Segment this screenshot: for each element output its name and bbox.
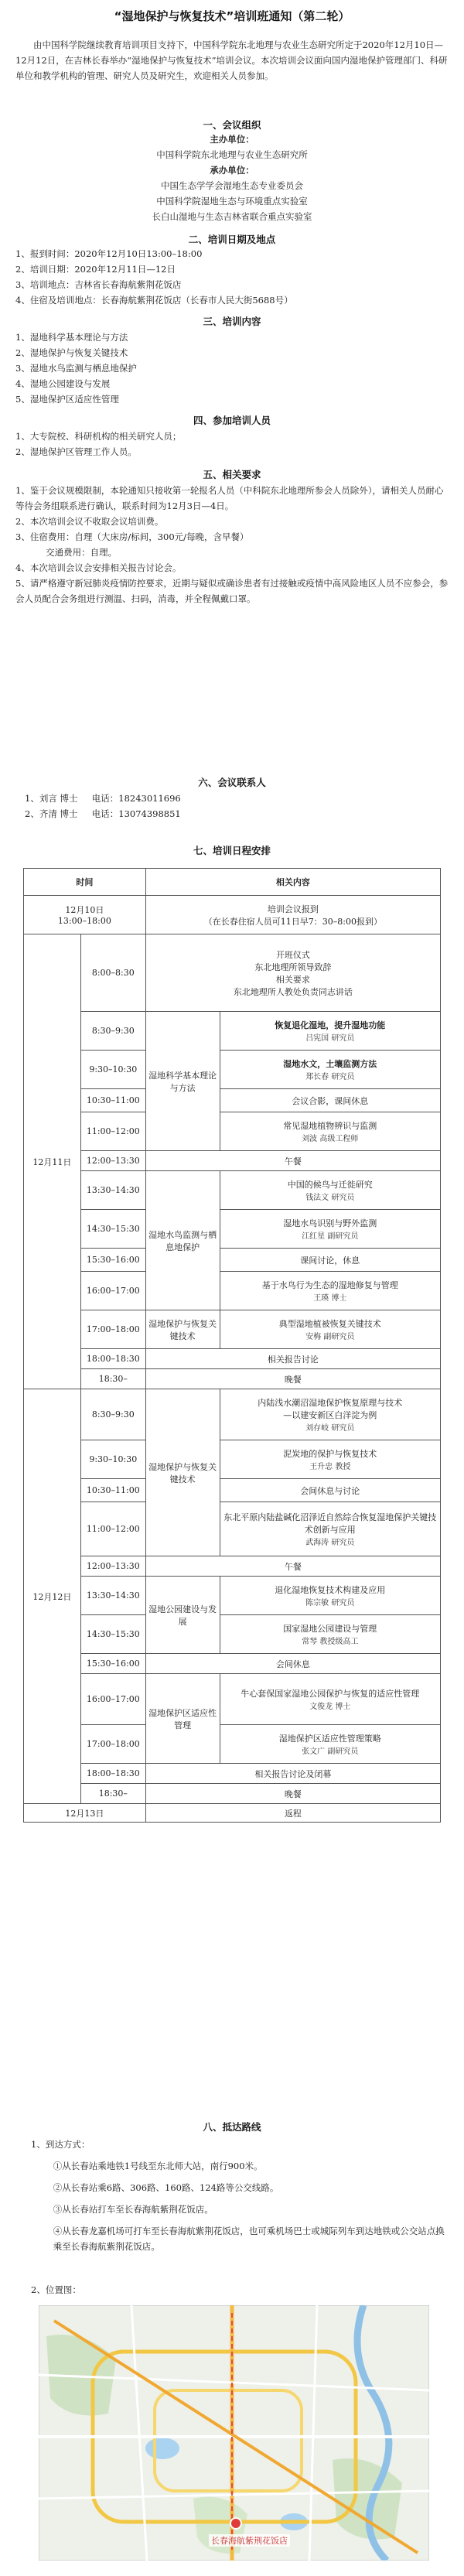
time-cell: 15:30–16:00: [80, 1249, 145, 1272]
time-cell: 15:30–16:00: [80, 1654, 145, 1674]
time-cell: 8:30–9:30: [80, 1012, 145, 1051]
content-cell: 会议合影，课间休息: [220, 1089, 440, 1112]
content-cell: 相关报告讨论及闭幕: [145, 1764, 440, 1784]
content-cell: 返程: [145, 1804, 440, 1823]
checkin-content-cell: 培训会议报到 （在长春住宿人员可11日早7：30–8:00报到）: [145, 896, 440, 934]
table-row: [24, 1389, 441, 1440]
list-item: 5、湿地保护区适应性管理: [15, 394, 119, 405]
table-row: [24, 1502, 441, 1556]
lunch-cell: 午餐: [145, 1556, 440, 1577]
table-row: [24, 896, 441, 934]
route-item: ④从长春龙嘉机场可打车至长春海航紫荆花饭店，也可乘机场巴士或城际列车到达地铁或公交站点换乘至长春海航紫荆花饭店。: [53, 2226, 445, 2252]
lunch-cell: 午餐: [145, 1151, 440, 1171]
table-row: [24, 1012, 441, 1051]
list-item: 2、湿地保护区管理工作人员。: [15, 446, 137, 457]
map-marker-label: 长春海航紫荆花饭店: [209, 2534, 290, 2547]
date-location-list: [15, 246, 452, 308]
topic-group-cell: 湿地保护与恢复关键技术: [145, 1310, 220, 1349]
time-cell: 13:30–14:30: [80, 1577, 145, 1615]
table-row: [24, 1272, 441, 1310]
section5-heading: 五、相关要求: [203, 469, 261, 480]
time-cell: 12:00–13:30: [80, 1151, 145, 1171]
header-content: 相关内容: [145, 869, 440, 896]
time-cell: 16:00–17:00: [80, 1272, 145, 1310]
table-row: [24, 1310, 441, 1349]
topic-group-cell: 湿地保护区适应性管理: [145, 1674, 220, 1764]
time-cell: 18:30–: [80, 1369, 145, 1389]
table-row: [24, 1654, 441, 1674]
topic-group-cell: 湿地保护与恢复关键技术: [145, 1389, 220, 1556]
requirements-list: [15, 483, 452, 606]
time-cell: 14:30–15:30: [80, 1210, 145, 1249]
list-item: 1、鉴于会议规模限制，本轮通知只接收第一轮报名人员（中科院东北地理所参会人员除外），请相关人员耐心等待会务组联系进行确认，联系时间为12月3日—4日。: [15, 485, 444, 511]
table-row: [24, 1577, 441, 1615]
table-row: [24, 1725, 441, 1764]
table-row: [24, 934, 441, 1012]
contact-item: 1、刘言 博士 电话：18243011696: [25, 793, 181, 804]
contact-list: [25, 791, 462, 822]
topic-group-cell: 湿地公园建设与发展: [145, 1577, 220, 1654]
day2-date-cell: 12月12日: [24, 1389, 81, 1804]
time-cell: 9:30–10:30: [80, 1051, 145, 1089]
content-cell: 牛心套保国家湿地公园保护与恢复的适应性管理 文俊龙 博士: [220, 1674, 440, 1725]
table-row: [24, 1784, 441, 1804]
content-cell: 会间休息: [145, 1654, 440, 1674]
table-row: [24, 1556, 441, 1577]
list-item: 交通费用：自理。: [46, 547, 118, 558]
list-item: 1、湿地科学基本理论与方法: [15, 332, 128, 343]
section1-heading: 一、会议组织: [203, 119, 261, 131]
table-row: [24, 1615, 441, 1654]
list-item: 1、报到时间：2020年12月10日13:00–18:00: [15, 248, 203, 259]
table-row: [24, 1249, 441, 1272]
content-cell: 晚餐: [145, 1784, 440, 1804]
section6-heading: 六、会议联系人: [198, 777, 266, 788]
time-cell: 17:00–18:00: [80, 1725, 145, 1764]
table-row: [24, 1171, 441, 1210]
route-item: ①从长春站乘地铁1号线至东北师大站，南行900米。: [53, 2161, 263, 2171]
content-cell: 课间讨论，休息: [220, 1249, 440, 1272]
section7-heading: 七、培训日程安排: [193, 845, 271, 856]
content-cell: 内陆浅水潮沼湿地保护恢复原理与技术 —以建安新区白洋淀为例 刘存岐 研究员: [220, 1389, 440, 1440]
list-item: 4、住宿及培训地点：长春海航紫荆花饭店（长春市人民大街5688号）: [15, 295, 293, 306]
table-header-row: [24, 869, 441, 896]
table-row: [24, 1151, 441, 1171]
content-cell: 相关报告讨论: [145, 1349, 440, 1369]
map-lake: [145, 2438, 179, 2459]
header-time: 时间: [24, 869, 146, 896]
time-cell: 8:00–8:30: [80, 934, 145, 1012]
content-cell: 中国的候鸟与迁徙研究 钱法文 研究员: [220, 1171, 440, 1210]
route-list: [31, 2137, 449, 2254]
time-cell: 8:30–9:30: [80, 1389, 145, 1440]
list-item: 4、湿地公园建设与发展: [15, 378, 111, 389]
list-item: 2、本次培训会议不收取会议培训费。: [15, 516, 164, 527]
table-row: [24, 1764, 441, 1784]
time-cell: 13:30–14:30: [80, 1171, 145, 1210]
content-cell: 退化湿地恢复技术构建及应用 陈宗敏 研究员: [220, 1577, 440, 1615]
table-row: [24, 1210, 441, 1249]
route-item: ③从长春站打车至长春海航紫荆花饭店。: [53, 2204, 213, 2215]
location-map[interactable]: [39, 2305, 429, 2561]
content-cell: 晚餐: [145, 1369, 440, 1389]
day1-date-cell: 12月11日: [24, 934, 81, 1389]
time-cell: 17:00–18:00: [80, 1310, 145, 1349]
table-row: [24, 1479, 441, 1502]
route-item: ②从长春站乘6路、306路、160路、124路等公交线路。: [53, 2182, 279, 2193]
list-item: 2、培训日期：2020年12月11日—12日: [15, 264, 176, 275]
section4-heading: 四、参加培训人员: [193, 415, 271, 426]
list-item: 2、湿地保护与恢复关键技术: [15, 347, 128, 358]
list-item: 3、住宿费用：自理（大床房/标间，300元/每晚，含早餐）: [15, 531, 249, 542]
time-cell: 16:00–17:00: [80, 1674, 145, 1725]
time-cell: 18:30–: [80, 1784, 145, 1804]
organizer-label: 承办单位：: [210, 165, 254, 176]
organizer-1: 中国生态学学会湿地生态专业委员会: [161, 180, 303, 191]
route-label: 1、到达方式：: [31, 2139, 90, 2150]
content-cell: 基于水鸟行为生态的湿地修复与管理 王瑛 博士: [220, 1272, 440, 1310]
content-cell: 恢复退化湿地，提升湿地功能 吕宪国 研究员: [220, 1012, 440, 1051]
content-cell: 典型湿地植被恢复关键技术 安梅 副研究员: [220, 1310, 440, 1349]
time-cell: 12:00–13:30: [80, 1556, 145, 1577]
content-cell: 泥炭地的保护与恢复技术 王升忠 教授: [220, 1440, 440, 1479]
table-row: [24, 1804, 441, 1823]
time-cell: 18:00–18:30: [80, 1349, 145, 1369]
day3-date-cell: 12月13日: [24, 1804, 146, 1823]
time-cell: 10:30–11:00: [80, 1089, 145, 1112]
section8-heading: 八、抵达路线: [203, 2121, 261, 2133]
content-cell: 东北平原内陆盐碱化沼泽近自然综合恢复湿地保护关键技术创新与应用 武海涛 研究员: [220, 1502, 440, 1556]
list-item: 1、大专院校、科研机构的相关研究人员；: [15, 431, 182, 442]
organizer-2: 中国科学院湿地生态与环境重点实验室: [156, 196, 308, 207]
host-label: 主办单位：: [210, 134, 254, 145]
checkin-time-cell: 12月10日 13:00–18:00: [24, 896, 146, 934]
time-cell: 14:30–15:30: [80, 1615, 145, 1654]
content-cell: 常见湿地植物辨识与监测 刘波 高级工程师: [220, 1112, 440, 1151]
content-cell: 湿地水鸟识别与野外监测 江红星 副研究员: [220, 1210, 440, 1249]
list-item: 5、请严格遵守新冠肺炎疫情防控要求，近期与疑似或确诊患者有过接触或疫情中高风险地区人员不应参会，参会人员配合会务组进行测温、扫码，消毒，并全程佩戴口罩。: [15, 578, 449, 604]
content-cell: 国家湿地公园建设与管理 常琴 教授级高工: [220, 1615, 440, 1654]
attendee-list: [15, 429, 452, 460]
time-cell: 9:30–10:30: [80, 1440, 145, 1479]
content-list: [15, 330, 452, 407]
page-title: “湿地保护与恢复技术”培训班通知（第二轮）: [114, 9, 350, 23]
topic-group-cell: 湿地水鸟监测与栖息地保护: [145, 1171, 220, 1310]
map-svg: [39, 2305, 429, 2561]
list-item: 3、培训地点：吉林省长春海航紫荆花饭店: [15, 279, 182, 290]
intro-paragraph: 由中国科学院继续教育培训项目支持下，中国科学院东北地理与农业生态研究所定于2020年12月10日—12月12日，在吉林长春举办“湿地保护与恢复技术”培训会议。本次培训会议面向国内湿地保护管理部门、科研单位和教学机构的管理、研究人员及研究生，欢迎相关人员参加。: [15, 39, 448, 81]
table-row: [24, 1674, 441, 1725]
schedule-table: [23, 868, 441, 2098]
map-label: 2、位置图：: [31, 2284, 81, 2295]
organizer-3: 长白山湿地与生态吉林省联合重点实验室: [152, 211, 312, 222]
content-cell: 开班仪式 东北地理所领导致辞 相关要求 东北地理所人教处负责同志讲话: [145, 934, 440, 1012]
content-cell: 会间休息与讨论: [220, 1479, 440, 1502]
table-row: [24, 1440, 441, 1479]
table-row: [24, 1349, 441, 1369]
hotel-marker-icon: [230, 2518, 241, 2529]
list-item: 4、本次培训会议会安排相关报告讨论会。: [15, 562, 182, 573]
contact-item: 2、齐清 博士 电话：13074398851: [25, 808, 181, 819]
host-org: 中国科学院东北地理与农业生态研究所: [156, 149, 308, 160]
content-cell: 湿地水文，土壤监测方法 郑长春 研究员: [220, 1051, 440, 1089]
content-cell: 湿地保护区适应性管理策略 张文广 副研究员: [220, 1725, 440, 1764]
time-cell: 10:30–11:00: [80, 1479, 145, 1502]
time-cell: 18:00–18:30: [80, 1764, 145, 1784]
topic-group-cell: 湿地科学基本理论与方法: [145, 1012, 220, 1151]
time-cell: 11:00–12:00: [80, 1112, 145, 1151]
section3-heading: 三、培训内容: [203, 316, 261, 327]
table-row: [24, 1112, 441, 1151]
table-row: [24, 1089, 441, 1112]
time-cell: 11:00–12:00: [80, 1502, 145, 1556]
table-row: [24, 1051, 441, 1089]
list-item: 3、湿地水鸟监测与栖息地保护: [15, 363, 137, 374]
table-row: [24, 1369, 441, 1389]
section2-heading: 二、培训日期及地点: [188, 234, 276, 245]
